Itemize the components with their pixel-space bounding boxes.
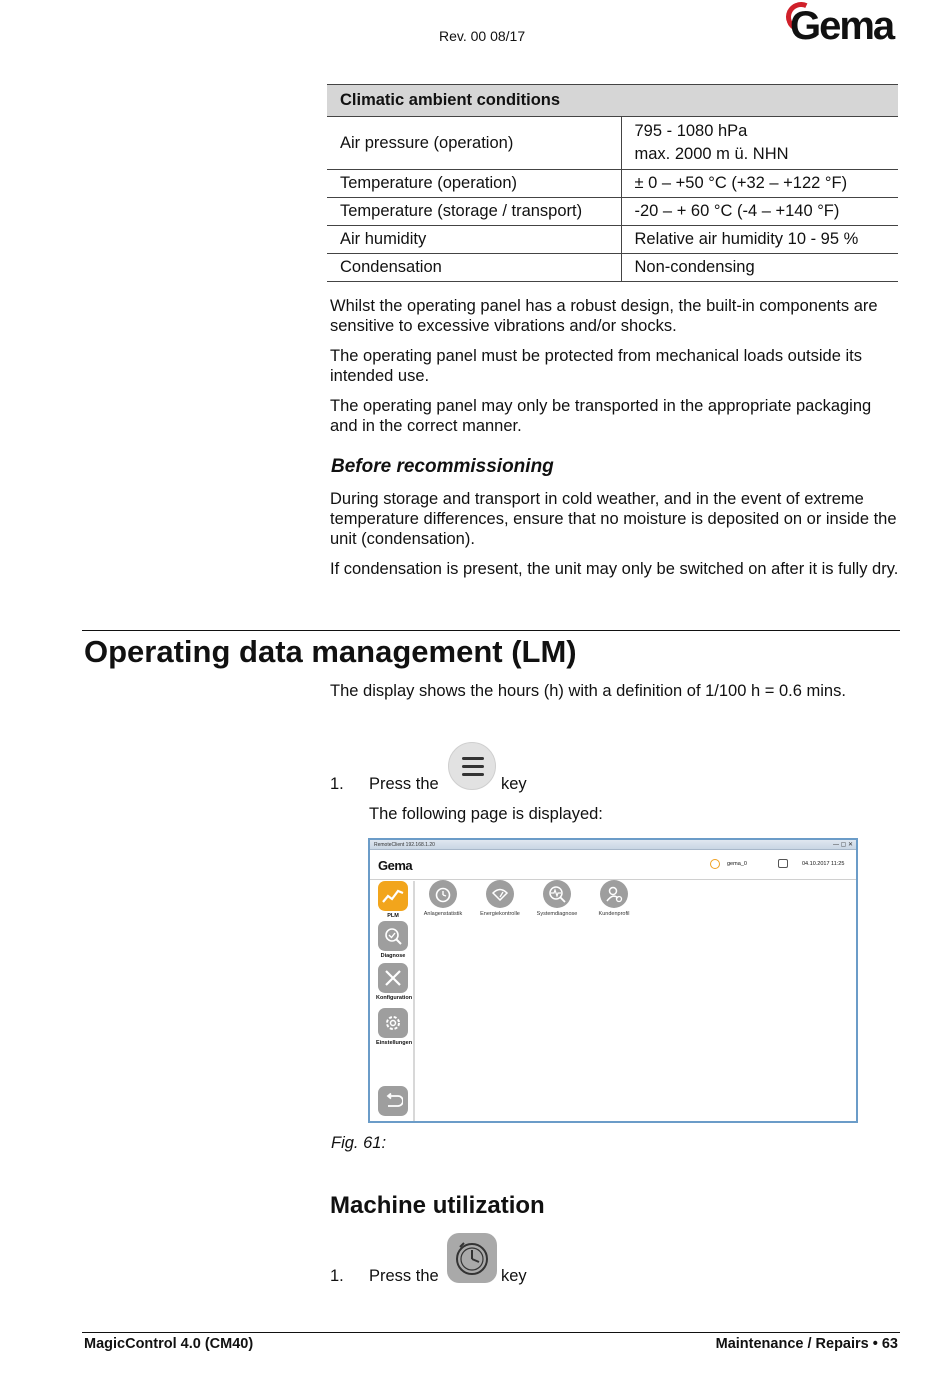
gauge-icon	[486, 880, 514, 908]
footer-section-page: Maintenance / Repairs • 63	[715, 1336, 898, 1352]
table-title: Climatic ambient conditions	[327, 85, 898, 117]
sidebar-item-label: Diagnose	[380, 953, 406, 959]
row-value-line: 795 - 1080 hPa	[634, 122, 748, 140]
step-press-text: Press the	[369, 1267, 439, 1285]
chart-line-icon	[378, 881, 408, 911]
user-name: gema_0	[727, 861, 747, 867]
tile-label: Energiekontrolle	[480, 911, 520, 917]
paragraph-transport: The operating panel may only be transported in the appropriate packaging and in the correct manner.	[330, 397, 872, 435]
sidebar-item-label: PLM	[387, 913, 399, 919]
sidebar	[370, 881, 415, 1121]
plm-screenshot	[368, 838, 858, 1123]
logo-text: Gema	[790, 4, 894, 48]
pulse-magnifier-icon	[543, 880, 571, 908]
sidebar-item-plm[interactable]	[376, 881, 410, 919]
sidebar-item-label: Einstellungen	[376, 1040, 413, 1046]
paragraph-robust-design: Whilst the operating panel has a robust design, the built-in components are sensitive to excessive vibrations and/or shocks.	[330, 297, 878, 335]
sidebar-item-label: Konfiguration	[376, 995, 413, 1001]
datetime-label: 04.10.2017 11:25	[802, 861, 845, 867]
user-gear-icon	[600, 880, 628, 908]
magnifier-check-icon	[378, 921, 408, 951]
table-row	[327, 254, 898, 282]
back-button[interactable]	[376, 1086, 410, 1116]
section-divider	[82, 630, 900, 631]
tile-label: Anlagenstatistik	[423, 911, 463, 917]
row-value	[621, 117, 898, 170]
app-logo: Gema	[378, 858, 413, 873]
step-key-text: key	[501, 775, 527, 793]
footer-product: MagicControl 4.0 (CM40)	[84, 1336, 254, 1352]
tile-energiekontrolle[interactable]	[475, 880, 525, 917]
window-title: RemoteClient 192.168.1.20	[374, 842, 435, 848]
recommissioning-heading: Before recommissioning	[331, 456, 554, 477]
tile-label: Systemdiagnose	[536, 911, 578, 917]
back-arrow-icon	[378, 1086, 408, 1116]
row-label: Temperature (operation)	[327, 170, 621, 198]
calendar-clock-icon	[778, 859, 788, 868]
row-value: ± 0 – +50 °C (+32 – +122 °F)	[621, 170, 898, 198]
table-row	[327, 117, 898, 170]
row-value: Non-condensing	[621, 254, 898, 282]
menu-key-icon	[448, 742, 496, 790]
row-label: Air pressure (operation)	[327, 117, 621, 170]
footer-divider	[82, 1332, 900, 1333]
row-label: Condensation	[327, 254, 621, 282]
row-label: Temperature (storage / transport)	[327, 198, 621, 226]
figure-caption: Fig. 61:	[331, 1134, 387, 1152]
tile-label: Kundenprofil	[598, 911, 630, 917]
paragraph-mechanical-loads: The operating panel must be protected from mechanical loads outside its intended use.	[330, 347, 862, 385]
gema-logo	[786, 2, 898, 46]
row-value: Relative air humidity 10 - 95 %	[621, 226, 898, 254]
step-press-text: Press the	[369, 775, 439, 793]
user-icon[interactable]	[710, 859, 720, 869]
row-label: Air humidity	[327, 226, 621, 254]
step-number: 1.	[330, 1267, 344, 1285]
table-row	[327, 198, 898, 226]
sidebar-item-diagnose[interactable]	[376, 921, 410, 959]
tile-anlagenstatistik[interactable]	[418, 880, 468, 917]
section-intro: The display shows the hours (h) with a definition of 1/100 h = 0.6 mins.	[330, 682, 846, 700]
row-value: -20 – + 60 °C (-4 – +140 °F)	[621, 198, 898, 226]
section-title: Operating data management (LM)	[84, 634, 577, 669]
climatic-conditions-table	[327, 84, 898, 282]
step-key-text: key	[501, 1267, 527, 1285]
stopwatch-icon	[429, 880, 457, 908]
window-titlebar	[370, 840, 856, 850]
step-result-text: The following page is displayed:	[369, 805, 603, 823]
stopwatch-key-icon	[447, 1233, 497, 1283]
app-header	[370, 850, 856, 880]
revision-label: Rev. 00 08/17	[439, 28, 526, 44]
tile-kundenprofil[interactable]	[589, 880, 639, 917]
window-buttons[interactable]: — ▢ ✕	[832, 842, 853, 848]
paragraph-cold-weather: During storage and transport in cold weather, and in the event of extreme temperature differences, ensure that no moisture is deposited on or inside the unit (condensation).	[330, 490, 897, 548]
tile-systemdiagnose[interactable]	[532, 880, 582, 917]
paragraph-condensation: If condensation is present, the unit may only be switched on after it is fully dry.	[330, 560, 899, 578]
step-number: 1.	[330, 775, 344, 793]
row-value-line: max. 2000 m ü. NHN	[634, 145, 789, 163]
gear-icon	[378, 1008, 408, 1038]
tools-icon	[378, 963, 408, 993]
sidebar-item-einstellungen[interactable]	[376, 1008, 413, 1046]
subsection-title: Machine utilization	[330, 1192, 545, 1219]
table-row	[327, 226, 898, 254]
sidebar-item-konfiguration[interactable]	[376, 963, 413, 1001]
table-row	[327, 170, 898, 198]
